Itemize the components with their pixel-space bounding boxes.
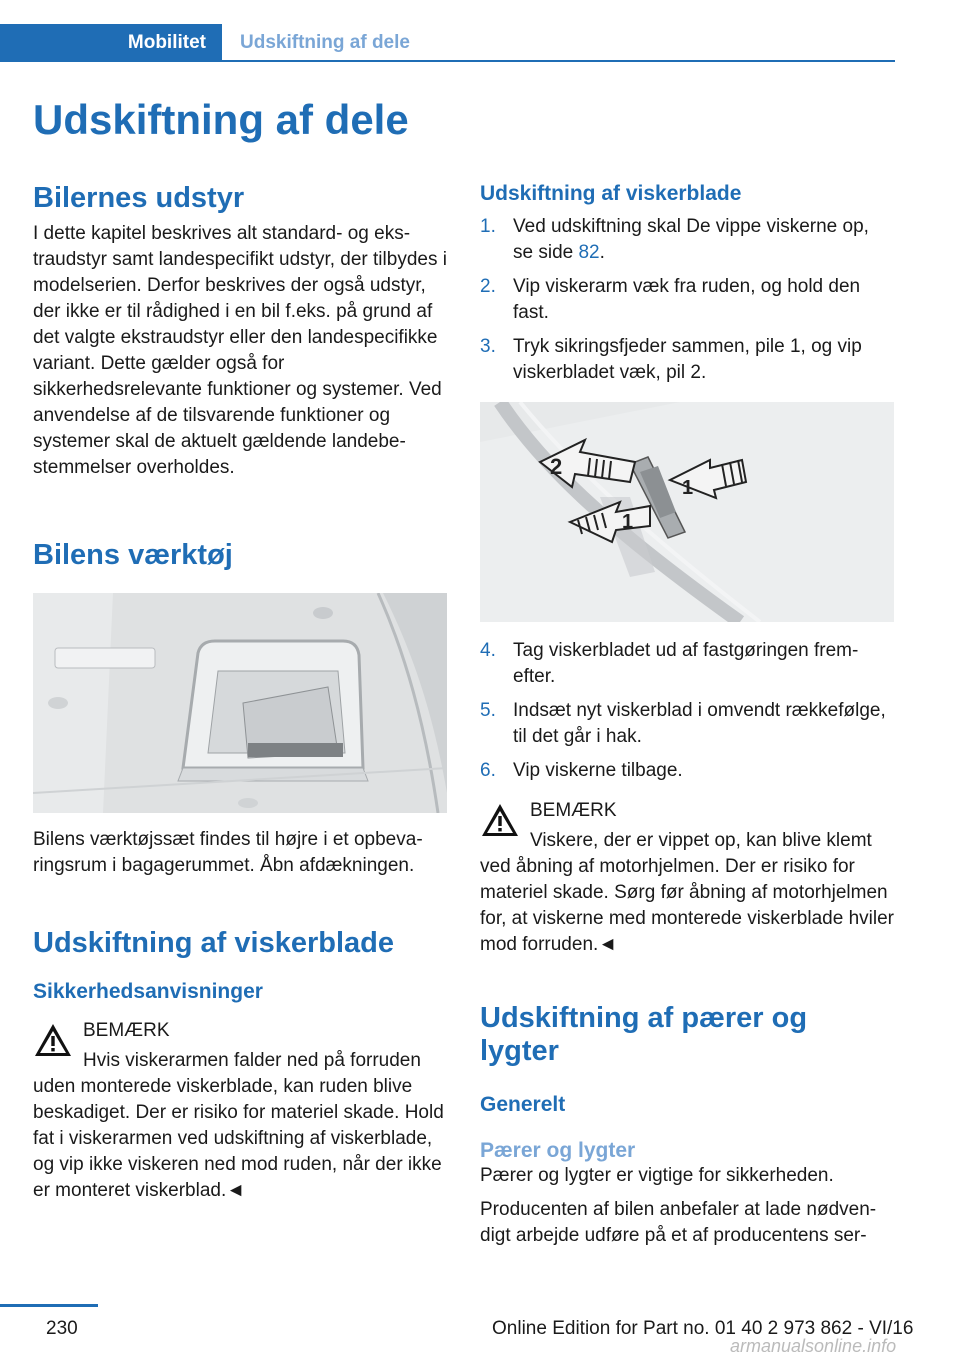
step-number: 1. <box>480 216 496 237</box>
list-item <box>480 334 894 386</box>
warning-text-first: Hvis viskerarmen falder ned på forruden <box>83 1050 421 1072</box>
general-heading: Generelt <box>480 1092 566 1116</box>
section-heading-equipment: Bilernes udstyr <box>33 182 245 214</box>
chapter-tab[interactable]: Mobilitet <box>0 24 222 62</box>
equipment-paragraph: I dette kapitel beskrives alt standard- og ekstraudstyr samt landespecifikt udstyr, der tilbydes i modelserien. Derfor beskrives der også udstyr, der ikke er til rådighed i en bil f.eks. på grund af det valgte ekstraudstyr eller den landespecifikke variant. Dette gælder også for sikkerhedsrelevante funktioner og systemer. Ved anvendelse af de tilsvarende funktioner og systemer skal de aktuelt gældende landebestemmelser overholdes. <box>33 223 447 479</box>
step-text-body: Ved udskiftning skal De vippe viskerne op, se side <box>513 216 869 263</box>
step-number: 3. <box>480 336 496 357</box>
list-item <box>480 274 894 326</box>
step-number: 4. <box>480 640 496 661</box>
warning-box-left <box>33 1018 447 1204</box>
wiper-illustration <box>480 402 894 622</box>
arrow-label-2: 2 <box>550 454 563 479</box>
page-number: 230 <box>46 1318 78 1339</box>
warning-box-right <box>480 798 894 958</box>
step-text: Vip viskerne tilbage. <box>513 760 683 781</box>
footer-rule <box>0 1304 98 1307</box>
section-heading-bulbs: Udskiftning af pærer og lygter <box>480 1002 808 1068</box>
arrow-label-1-lower: 1 <box>622 511 634 533</box>
page-link[interactable]: 82 <box>578 242 600 263</box>
list-item <box>480 698 894 750</box>
section-heading-wipers: Udskiftning af viskerblade <box>33 926 394 959</box>
warning-title: BEMÆRK <box>530 800 617 821</box>
step-text <box>513 214 894 266</box>
list-item <box>480 638 894 690</box>
arrow-label-1-right: 1 <box>682 477 694 499</box>
warning-triangle-icon <box>33 1022 73 1058</box>
step-number: 5. <box>480 700 496 721</box>
section-tab[interactable]: Udskiftning af dele <box>240 32 410 53</box>
warning-title: BEMÆRK <box>83 1020 170 1042</box>
steps-list-b <box>480 638 894 784</box>
steps-list-a <box>480 214 894 386</box>
warning-triangle-icon <box>480 802 520 838</box>
list-item <box>480 214 894 266</box>
toolkit-illustration <box>33 593 447 813</box>
step-text-tail: . <box>599 242 605 263</box>
step-text: Tryk sikringsfjeder sammen, pile 1, og vip viskerbladet væk, pil 2. <box>513 336 862 383</box>
toolkit-figure <box>33 593 447 813</box>
bulbs-paragraph-2: Producenten af bilen anbefaler at lade nødvendigt arbejde udføre på et af producentens ser- <box>480 1198 877 1246</box>
wiper-figure <box>480 402 894 622</box>
toolkit-paragraph: Bilens værktøjssæt findes til højre i et opbevaringsrum i bagagerummet. Åbn afdækningen. <box>33 828 423 876</box>
page-title: Udskiftning af dele <box>33 96 409 143</box>
header-rule <box>222 60 895 62</box>
step-number: 2. <box>480 276 496 297</box>
edition-text: Online Edition for Part no. 01 40 2 973 862 - VI/16 <box>492 1318 914 1339</box>
bulbs-heading: Pærer og lygter <box>480 1138 636 1162</box>
left-column <box>33 182 447 1204</box>
warning-text-rest: uden monterede viskerblade, kan ruden blive beskadiget. Der er risiko for materiel skade. Hold fat i viskerarmen ved udskiftning af viskerblade, og vip ikke viskeren ned mod ruden, når der ikke er monteret viskerblad.◄ <box>33 1076 444 1202</box>
step-text: Vip viskerarm væk fra ruden, og hold den fast. <box>513 276 861 323</box>
warning-text-rest: ved åbning af motorhjelmen. Der er risiko for materiel skade. Sørg før åbning af motorhjelmen for, at viskerne med monterede viskerblade hviler mod forruden.◄ <box>480 856 894 955</box>
warning-text-first: Viskere, der er vippet op, kan blive klemt <box>530 830 872 851</box>
watermark: armanualsonline.info <box>730 1336 897 1356</box>
step-text: Tag viskerbladet ud af fastgøringen fremefter. <box>513 640 859 687</box>
list-item <box>480 758 894 784</box>
section-heading-tools: Bilens værktøj <box>33 539 233 572</box>
bulbs-paragraph-1: Pærer og lygter er vigtige for sikkerheden. <box>480 1164 834 1186</box>
step-text: Indsæt nyt viskerblad i omvendt rækkefølge, til det går i hak. <box>513 700 886 747</box>
header-tabs <box>0 24 895 62</box>
safety-heading: Sikkerhedsanvisninger <box>33 980 263 1004</box>
right-column <box>480 182 894 1249</box>
step-number: 6. <box>480 760 496 781</box>
wiper-replacement-heading: Udskiftning af viskerblade <box>480 182 742 205</box>
